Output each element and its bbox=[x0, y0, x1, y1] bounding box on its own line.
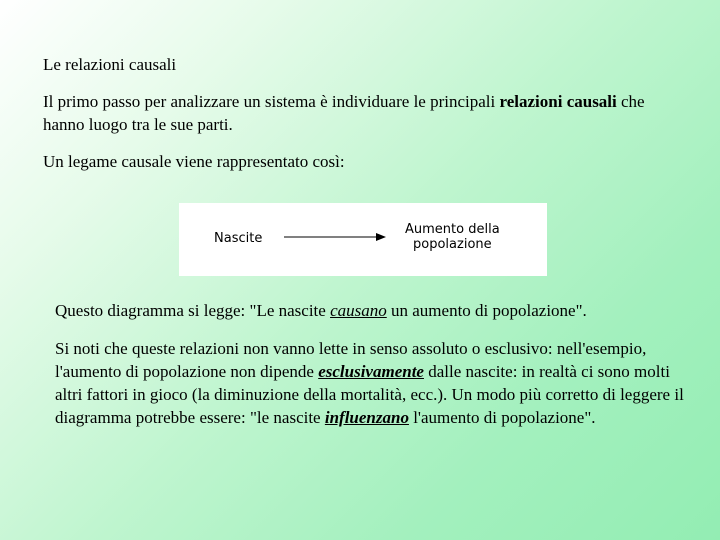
paragraph-intro-text: Il primo passo per analizzare un sistema è individuare le principali bbox=[43, 92, 500, 111]
diagram-node-effect-line1: Aumento della bbox=[405, 222, 500, 237]
causal-diagram bbox=[179, 203, 547, 276]
paragraph-reading-text: Questo diagramma si legge: "Le nascite bbox=[55, 301, 331, 320]
paragraph-intro-text-end: che hanno luogo tra le sue parti. bbox=[43, 92, 645, 134]
paragraph-intro bbox=[43, 90, 683, 136]
causal-relations-term: relazioni causali bbox=[499, 92, 617, 111]
diagram-node-effect-line2: popolazione bbox=[413, 237, 492, 252]
paragraph-note-text-3: l'aumento di popolazione". bbox=[408, 408, 596, 427]
slide-title: Le relazioni causali bbox=[43, 55, 177, 74]
paragraph-reading-text-end: un aumento di popolazione". bbox=[386, 301, 587, 320]
paragraph-reading bbox=[55, 299, 705, 322]
esclusivamente-emphasis: esclusivamente bbox=[318, 362, 424, 381]
paragraph-note bbox=[55, 337, 695, 429]
diagram-node-effect bbox=[405, 222, 500, 252]
paragraph-representation: Un legame causale viene rappresentato così: bbox=[43, 152, 345, 171]
paragraph-note-text-2: dalle nascite: in realtà ci sono molti altri fattori in gioco (la diminuzione della mortalità, ecc.). Un modo più corretto di leggere il diagramma potrebbe essere: "le nascite bbox=[55, 362, 684, 427]
paragraph-note-text-1: Si noti che queste relazioni non vanno lette in senso assoluto o esclusivo: nell'esempio, l'aumento di popolazione non dipende bbox=[55, 339, 647, 381]
causano-emphasis: causano bbox=[330, 301, 387, 320]
influenzano-emphasis: influenzano bbox=[324, 408, 409, 427]
diagram-node-cause: Nascite bbox=[214, 231, 263, 246]
causal-arrow-head bbox=[376, 233, 386, 241]
